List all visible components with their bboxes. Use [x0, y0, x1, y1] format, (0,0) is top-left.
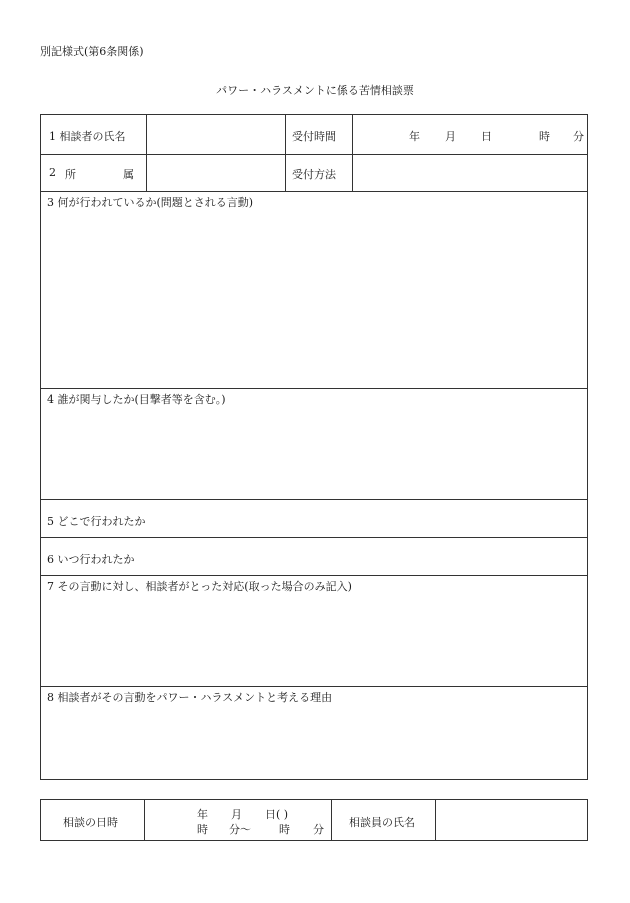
consultation-month-label: 月	[231, 808, 242, 821]
consultation-date-label: 相談の日時	[63, 816, 118, 829]
counselor-name-field[interactable]	[441, 806, 581, 834]
affiliation-label-b: 属	[123, 168, 134, 181]
affiliation-label-a: 所	[65, 168, 76, 181]
reception-minute-label: 分	[573, 130, 584, 143]
section-5-label: 5 どこで行われたか	[47, 515, 146, 528]
section-6-label: 6 いつ行われたか	[47, 553, 135, 566]
consultation-day-label: 日( )	[265, 808, 289, 821]
section-4-label: 4 誰が関与したか(目撃者等を含む。)	[47, 393, 226, 406]
section-3-label: 3 何が行われているか(問題とされる言動)	[47, 196, 254, 209]
consultation-record-box	[40, 799, 588, 841]
reception-method-field[interactable]	[359, 159, 581, 187]
form-reference-note: 別記様式(第6条関係)	[40, 45, 144, 58]
column-divider	[352, 115, 353, 191]
section-8-field[interactable]	[47, 704, 581, 774]
consultation-start-minute-label: 分〜	[229, 823, 251, 836]
row-divider	[41, 191, 587, 192]
affiliation-field[interactable]	[151, 159, 279, 187]
column-divider	[144, 800, 145, 840]
reception-hour-label: 時	[539, 130, 550, 143]
consultation-end-minute-label: 分	[313, 823, 324, 836]
column-divider	[146, 115, 147, 191]
consultation-year-label: 年	[197, 808, 208, 821]
row-divider	[41, 388, 587, 389]
consultation-end-hour-label: 時	[279, 823, 290, 836]
requester-name-field[interactable]	[151, 121, 279, 149]
counselor-name-label: 相談員の氏名	[349, 816, 415, 829]
requester-name-label: 1 相談者の氏名	[49, 130, 126, 143]
section-8-label: 8 相談者がその言動をパワー・ハラスメントと考える理由	[47, 691, 333, 704]
affiliation-number: 2	[49, 166, 56, 179]
section-7-label: 7 その言動に対し、相談者がとった対応(取った場合のみ記入)	[47, 580, 352, 593]
reception-time-label: 受付時間	[292, 130, 336, 143]
reception-method-label: 受付方法	[292, 168, 336, 181]
section-4-field[interactable]	[47, 406, 581, 494]
reception-month-label: 月	[445, 130, 456, 143]
row-divider	[41, 154, 587, 155]
row-divider	[41, 499, 587, 500]
reception-year-label: 年	[409, 130, 420, 143]
reception-day-label: 日	[481, 130, 492, 143]
column-divider	[285, 115, 286, 191]
section-7-field[interactable]	[47, 593, 581, 681]
column-divider	[331, 800, 332, 840]
row-divider	[41, 537, 587, 538]
row-divider	[41, 575, 587, 576]
section-3-field[interactable]	[47, 209, 581, 383]
column-divider	[435, 800, 436, 840]
row-divider	[41, 686, 587, 687]
page-title: パワー・ハラスメントに係る苦情相談票	[216, 84, 414, 97]
consultation-form	[40, 114, 588, 780]
consultation-start-hour-label: 時	[197, 823, 208, 836]
